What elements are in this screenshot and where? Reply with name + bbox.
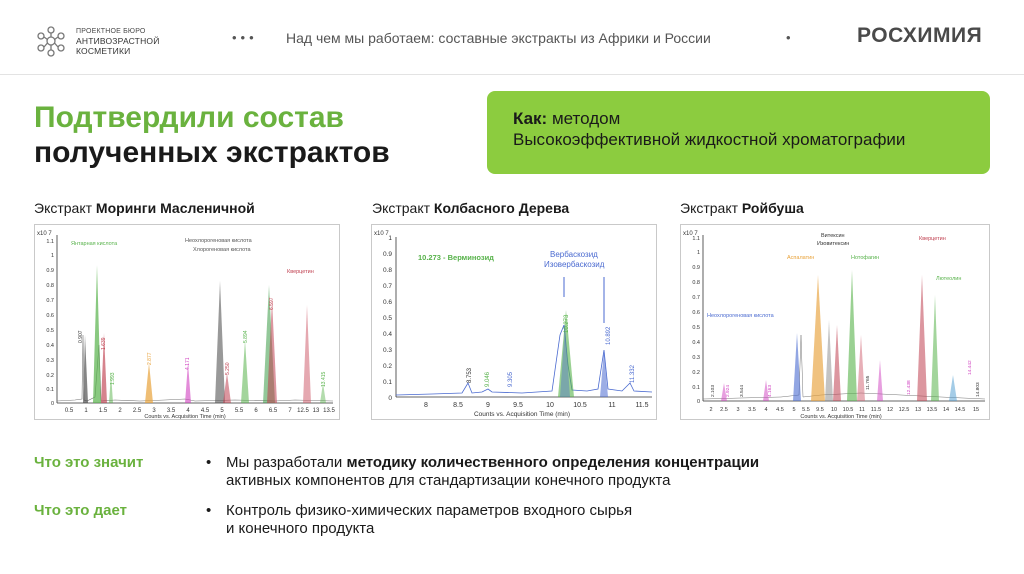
caption-kolbasnoe-name: Колбасного Дерева (433, 200, 570, 216)
peak (825, 320, 833, 401)
method-text-1: методом (547, 109, 621, 128)
caption-moringa-prefix: Экстракт (34, 200, 96, 216)
x-tick: 13.5 (323, 408, 335, 414)
peak (857, 335, 865, 401)
x-tick: 10.5 (573, 402, 587, 409)
x-tick: 14 (942, 407, 950, 413)
y-tick: 0.8 (382, 267, 392, 274)
x-tick: 1.5 (98, 408, 108, 414)
peak (931, 295, 939, 401)
y-tick: 0.1 (46, 387, 54, 393)
y-tick: 0.3 (46, 358, 54, 364)
peak (215, 281, 225, 403)
gives-text-line-2: и конечного продукта (226, 520, 375, 537)
annotation-neochlorogenic: Неохлорогеновая кислота (707, 313, 774, 319)
y-tick: 0.5 (46, 328, 54, 334)
y-tick: 0.8 (692, 280, 700, 286)
annotation-verbascoside: Вербаскозид (550, 250, 598, 259)
x-tick: 3 (736, 407, 740, 413)
chromatogram-kolbasnoe-svg (372, 225, 656, 419)
peak-label: 9.305 (508, 371, 514, 387)
nav-dot-end-icon: • (786, 30, 791, 45)
y-tick: 0.2 (692, 370, 700, 376)
x-tick: 2 (118, 408, 122, 414)
peak-label: 12.438 (907, 380, 912, 395)
meaning-label: Что это значит (34, 454, 144, 471)
x-tick: 4 (764, 407, 768, 413)
page-title-line-1: Подтвердили состав (34, 101, 344, 134)
x-tick: 5.5 (802, 407, 810, 413)
y-tick: 0.7 (46, 298, 54, 304)
x-tick: 5.5 (234, 408, 244, 414)
gives-bullet (206, 502, 906, 538)
x-tick: 13 (312, 408, 320, 414)
chromatogram-moringa-svg (35, 225, 339, 419)
chart-scale-label: x10 7 (37, 231, 52, 237)
y-tick: 0.9 (692, 265, 700, 271)
caption-moringa (34, 200, 255, 216)
y-tick: 1 (50, 253, 54, 259)
peak (241, 340, 249, 403)
method-box (487, 91, 990, 174)
x-tick: 1 (84, 408, 88, 414)
y-tick: 0.7 (692, 295, 700, 301)
annotation-nothofagin: Нотофагин (851, 255, 880, 261)
annotation-quercetin: Кверцетин (287, 269, 314, 275)
annotation-aspalathin: Аспалатин (787, 255, 815, 261)
x-tick: 3 (152, 408, 156, 414)
method-text-2: Высокоэффективной жидкостной хроматографии (513, 130, 906, 149)
peak-label: 8.753 (467, 367, 473, 383)
y-tick: 0.9 (382, 251, 392, 258)
x-axis-label: Counts vs. Acquisition Time (min) (144, 414, 226, 419)
x-tick: 11 (608, 402, 616, 409)
logo-line-3: КОСМЕТИКИ (76, 45, 131, 56)
chromatogram-kolbasnoe (371, 224, 657, 420)
caption-moringa-name: Моринги Масленичной (95, 200, 255, 216)
peak (93, 265, 101, 403)
y-tick: 0.3 (692, 355, 700, 361)
x-tick: 6.5 (268, 408, 278, 414)
x-tick: 9 (486, 402, 490, 409)
peak-label: 9.046 (485, 371, 491, 387)
x-tick: 12.5 (297, 408, 309, 414)
meaning-text-post: активных компонентов для стандартизации конечного продукта (226, 472, 671, 489)
x-tick: 15 (972, 407, 980, 413)
peak-label: 11.332 (630, 365, 636, 383)
peak-label: 14.803 (976, 382, 981, 397)
bullet-dot-icon: • (206, 454, 212, 471)
y-tick: 0.6 (382, 299, 392, 306)
x-tick: 13 (914, 407, 922, 413)
y-tick: 0.2 (46, 373, 54, 379)
peak (833, 325, 841, 401)
x-tick: 7 (288, 408, 292, 414)
peak-label: 2.103 (711, 384, 716, 397)
meaning-text-bold: методику количественного определения концентрации (346, 454, 760, 471)
peak-label: 3.544 (740, 384, 745, 397)
peak (847, 270, 857, 401)
x-tick: 11.5 (635, 402, 649, 409)
y-tick: 0.2 (382, 363, 392, 370)
y-tick: 0 (50, 401, 54, 407)
y-tick: 0.1 (382, 379, 392, 386)
caption-kolbasnoe-prefix: Экстракт (372, 200, 434, 216)
peak (145, 363, 153, 403)
annotation-isovitexin: Изовитексин (817, 241, 850, 247)
x-tick: 8.5 (453, 402, 463, 409)
y-tick: 0.4 (382, 331, 392, 338)
bullet-dot-icon: • (206, 502, 212, 519)
peak-label: 10.892 (606, 326, 612, 345)
x-tick: 4.5 (776, 407, 784, 413)
meaning-bullet (206, 454, 906, 490)
y-tick: 0.4 (692, 340, 700, 346)
peak (877, 360, 883, 401)
x-tick: 2.5 (132, 408, 142, 414)
gives-label: Что это дает (34, 502, 127, 519)
chromatogram-rooibos-svg (681, 225, 989, 419)
gives-text (226, 502, 906, 538)
x-tick: 9.5 (816, 407, 824, 413)
peak (949, 375, 957, 401)
peak-label: 0.907 (78, 330, 84, 343)
annotation-quercetin: Кверцетин (919, 236, 946, 242)
annotation-verminoside: 10.273 - Верминозид (418, 253, 494, 262)
y-tick: 1 (696, 250, 700, 256)
x-tick: 13.5 (926, 407, 938, 413)
y-tick: 0.3 (382, 347, 392, 354)
y-tick: 0.6 (692, 310, 700, 316)
peak (303, 305, 311, 403)
peak-label: 5.894 (243, 330, 249, 343)
x-tick: 10.5 (842, 407, 854, 413)
y-tick: 0.8 (46, 283, 54, 289)
annotation-chlorogenic: Хлорогеновая кислота (193, 247, 251, 253)
y-tick: 1 (388, 235, 392, 242)
chromatogram-rooibos (680, 224, 990, 420)
peak-label: 2.924 (726, 384, 731, 397)
peak-label: 4.163 (768, 384, 773, 397)
y-tick: 0.9 (46, 268, 54, 274)
molecule-logo-icon (34, 24, 68, 58)
x-axis-label: Counts vs. Acquisition Time (min) (473, 411, 571, 418)
x-tick: 6 (254, 408, 258, 414)
caption-kolbasnoe (372, 200, 569, 216)
peak-label: 14.442 (968, 360, 973, 375)
peak-label: 6.597 (269, 297, 275, 310)
x-tick: 10 (546, 402, 554, 409)
y-tick: 0.1 (692, 385, 700, 391)
brand-logo-text (76, 27, 160, 56)
x-tick: 12.5 (898, 407, 910, 413)
annotation-neochlorogenic: Неохлорогеновая кислота (185, 238, 252, 244)
annotation-succinic-acid: Янтарная кислота (71, 241, 118, 247)
x-tick: 0.5 (64, 408, 74, 414)
gives-text-line-1: Контроль физико-химических параметров входного сырья (226, 502, 633, 519)
header (0, 0, 1024, 75)
meaning-text-pre: Мы разработали (226, 454, 347, 471)
y-tick: 0 (696, 399, 700, 405)
y-tick: 0.4 (46, 343, 54, 349)
brand-logo[interactable] (34, 24, 160, 58)
x-tick: 2.5 (720, 407, 728, 413)
x-tick: 12 (886, 407, 894, 413)
y-tick: 0.7 (382, 283, 392, 290)
x-tick: 5 (220, 408, 224, 414)
x-tick: 14.5 (954, 407, 966, 413)
chart-scale-label: x10 7 (374, 231, 389, 237)
peak (917, 275, 927, 401)
y-tick: 1.1 (46, 239, 54, 245)
caption-rooibos (680, 200, 804, 216)
chromatogram-moringa (34, 224, 340, 420)
y-tick: 0.5 (382, 315, 392, 322)
peak-label: 1.993 (110, 372, 116, 385)
x-tick: 5 (792, 407, 796, 413)
y-tick: 0 (388, 395, 392, 402)
page-title (34, 100, 390, 170)
peak (811, 275, 825, 401)
meaning-text (226, 454, 906, 490)
x-tick: 3.5 (166, 408, 176, 414)
x-axis-label: Counts vs. Acquisition Time (min) (800, 414, 882, 419)
x-tick: 11 (859, 407, 865, 413)
annotation-vitexin: Витексин (821, 233, 845, 239)
logo-line-2: АНТИВОЗРАСТНОЙ (76, 35, 160, 46)
peak-label: 4.171 (185, 357, 191, 370)
peak-label: 5.250 (225, 362, 231, 375)
annotation-luteolin: Лютеолин (936, 276, 962, 282)
peak-label: 11.765 (866, 375, 871, 390)
peak-label: 2.877 (147, 352, 153, 365)
y-tick: 0.6 (46, 313, 54, 319)
page-title-line-2: полученных экстрактов (34, 136, 390, 169)
nav-title: Над чем мы работаем: составные экстракты из Африки и России (286, 30, 711, 46)
annotation-isoverbascoside: Изовербаскозид (544, 260, 605, 269)
method-label: Как: (513, 109, 548, 128)
x-tick: 10 (830, 407, 838, 413)
x-tick: 9.5 (513, 402, 523, 409)
peak-label: 1.639 (101, 337, 107, 350)
x-tick: 2 (709, 407, 713, 413)
y-tick: 0.5 (692, 325, 700, 331)
chart-scale-label: x10 7 (683, 231, 698, 237)
logo-line-1: ПРОЕКТНОЕ БЮРО (76, 27, 146, 35)
roskhimiya-logo[interactable]: РОСХИМИЯ (857, 24, 983, 47)
nav-dots-icon: ••• (232, 30, 258, 45)
peak-label: 13.415 (321, 371, 327, 387)
caption-rooibos-prefix: Экстракт (680, 200, 742, 216)
x-tick: 8 (424, 402, 428, 409)
x-tick: 11.5 (870, 407, 882, 413)
caption-rooibos-name: Ройбуша (741, 200, 804, 216)
x-tick: 4.5 (200, 408, 210, 414)
peak-label: 10.273 (564, 314, 570, 333)
x-tick: 3.5 (748, 407, 756, 413)
x-tick: 4 (186, 408, 190, 414)
y-tick: 1.1 (692, 236, 700, 242)
